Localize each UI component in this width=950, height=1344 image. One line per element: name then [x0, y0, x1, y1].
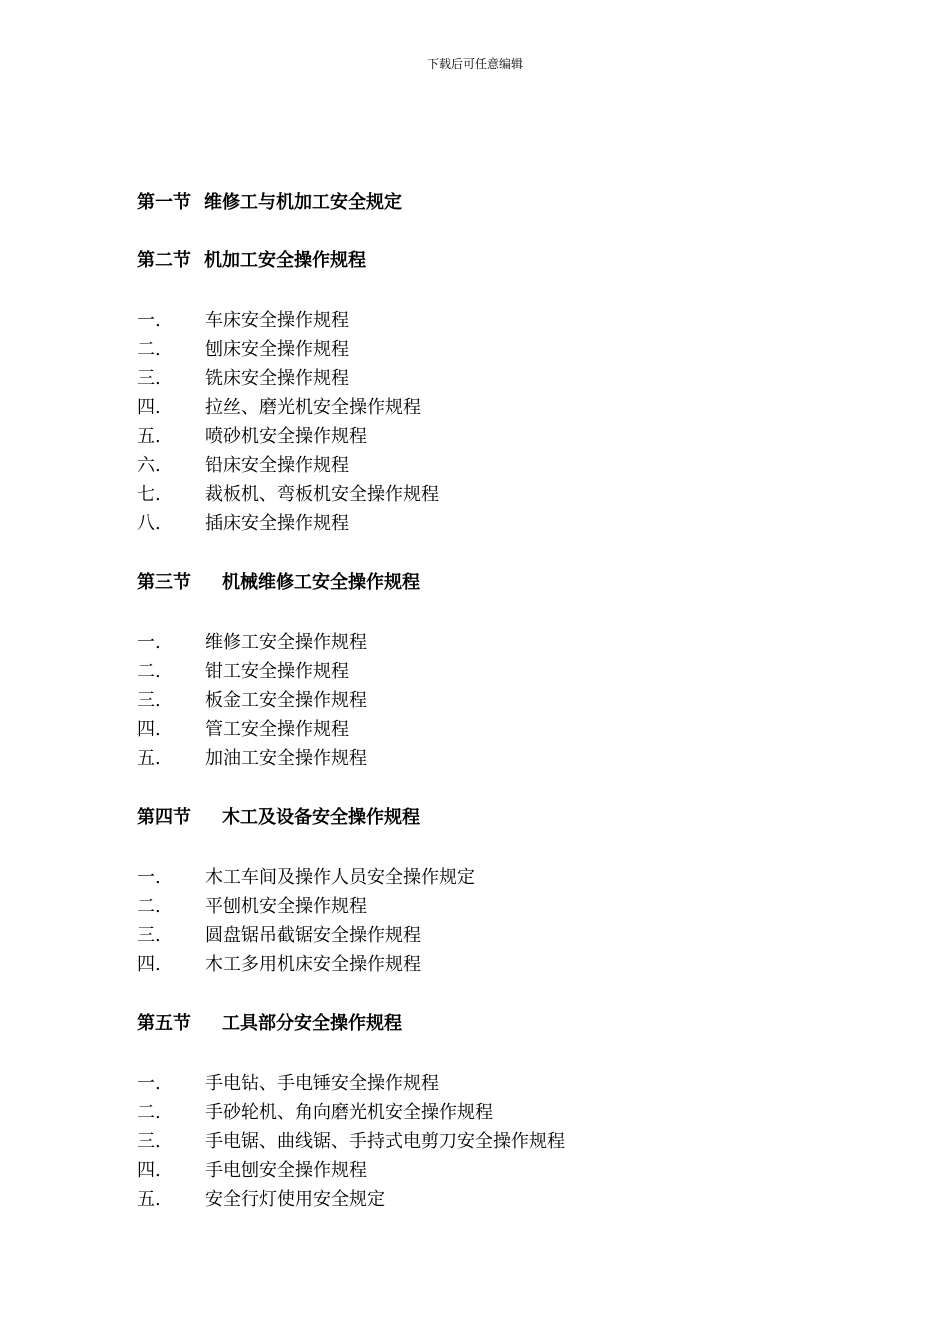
list-item — [137, 1098, 857, 1127]
list-item — [137, 686, 857, 715]
list-item — [137, 950, 857, 979]
item-number: 四. — [137, 954, 161, 975]
item-text: 拉丝、磨光机安全操作规程 — [205, 397, 421, 418]
list-item — [137, 921, 857, 950]
section-name: 维修工与机加工安全规定 — [204, 192, 402, 213]
item-number: 四. — [137, 397, 161, 418]
section-title — [137, 805, 857, 831]
list-item — [137, 628, 857, 657]
item-number: 三. — [137, 368, 161, 389]
item-number: 四. — [137, 719, 161, 740]
item-number: 三. — [137, 690, 161, 711]
item-text: 维修工安全操作规程 — [205, 632, 367, 653]
section-number: 第一节 — [137, 192, 191, 213]
section-name: 工具部分安全操作规程 — [222, 1013, 402, 1034]
section-title — [137, 248, 857, 274]
section-number: 第四节 — [137, 807, 191, 828]
item-text: 安全行灯使用安全规定 — [205, 1189, 385, 1210]
item-number: 二. — [137, 339, 161, 360]
item-number: 一. — [137, 632, 161, 653]
list-item — [137, 863, 857, 892]
item-number: 三. — [137, 1131, 161, 1152]
item-text: 平刨机安全操作规程 — [205, 896, 367, 917]
section-number: 第二节 — [137, 250, 191, 271]
item-text: 喷砂机安全操作规程 — [205, 426, 367, 447]
section-name: 机加工安全操作规程 — [204, 250, 366, 271]
item-text: 插床安全操作规程 — [205, 513, 349, 534]
item-text: 加油工安全操作规程 — [205, 748, 367, 769]
list-item — [137, 1127, 857, 1156]
section-title — [137, 570, 857, 596]
item-number: 二. — [137, 661, 161, 682]
item-text: 铣床安全操作规程 — [205, 368, 349, 389]
item-text: 板金工安全操作规程 — [205, 690, 367, 711]
list-item — [137, 892, 857, 921]
list-item — [137, 744, 857, 773]
list-item — [137, 335, 857, 364]
item-number: 六. — [137, 455, 161, 476]
item-number: 七. — [137, 484, 161, 505]
item-text: 裁板机、弯板机安全操作规程 — [205, 484, 439, 505]
item-text: 木工多用机床安全操作规程 — [205, 954, 421, 975]
item-number: 一. — [137, 310, 161, 331]
item-text: 手电钻、手电锤安全操作规程 — [205, 1073, 439, 1094]
item-number: 一. — [137, 1073, 161, 1094]
item-text: 手电锯、曲线锯、手持式电剪刀安全操作规程 — [205, 1131, 565, 1152]
item-text: 手砂轮机、角向磨光机安全操作规程 — [205, 1102, 493, 1123]
item-number: 八. — [137, 513, 161, 534]
table-of-contents — [137, 190, 857, 1214]
item-text: 铅床安全操作规程 — [205, 455, 349, 476]
list-item — [137, 657, 857, 686]
item-number: 一. — [137, 867, 161, 888]
section-number: 第三节 — [137, 572, 191, 593]
item-text: 手电刨安全操作规程 — [205, 1160, 367, 1181]
item-number: 五. — [137, 426, 161, 447]
list-item — [137, 393, 857, 422]
list-item — [137, 509, 857, 538]
page-header: 下载后可任意编辑 — [426, 57, 523, 71]
list-item — [137, 422, 857, 451]
item-number: 五. — [137, 748, 161, 769]
list-item — [137, 451, 857, 480]
list-item — [137, 480, 857, 509]
list-item — [137, 1069, 857, 1098]
section-number: 第五节 — [137, 1013, 191, 1034]
item-text: 刨床安全操作规程 — [205, 339, 349, 360]
section-name: 机械维修工安全操作规程 — [222, 572, 420, 593]
item-number: 三. — [137, 925, 161, 946]
item-text: 钳工安全操作规程 — [205, 661, 349, 682]
list-item — [137, 306, 857, 335]
item-number: 二. — [137, 896, 161, 917]
section-name: 木工及设备安全操作规程 — [222, 807, 420, 828]
list-item — [137, 364, 857, 393]
item-number: 四. — [137, 1160, 161, 1181]
item-text: 车床安全操作规程 — [205, 310, 349, 331]
list-item — [137, 1156, 857, 1185]
item-text: 管工安全操作规程 — [205, 719, 349, 740]
item-number: 五. — [137, 1189, 161, 1210]
list-item — [137, 715, 857, 744]
section-title — [137, 1011, 857, 1037]
item-text: 木工车间及操作人员安全操作规定 — [205, 867, 475, 888]
item-number: 二. — [137, 1102, 161, 1123]
list-item — [137, 1185, 857, 1214]
item-text: 圆盘锯吊截锯安全操作规程 — [205, 925, 421, 946]
section-title — [137, 190, 857, 216]
